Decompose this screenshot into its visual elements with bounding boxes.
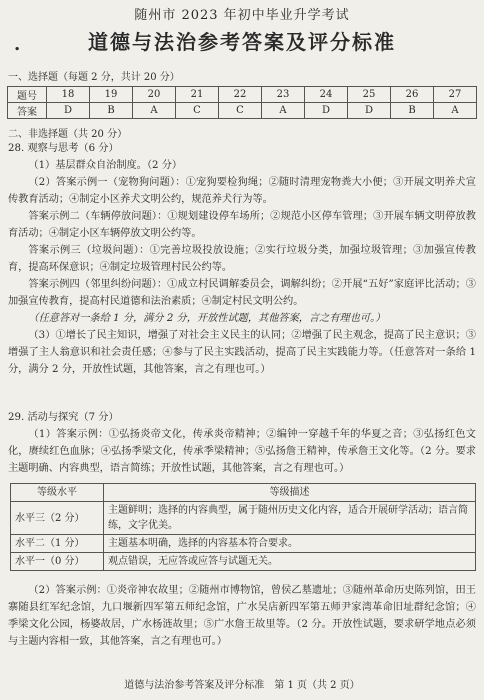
answer-cell: C <box>176 103 219 119</box>
level-cell: 水平二（1 分） <box>11 535 104 553</box>
question-29-block <box>8 409 476 477</box>
q28-part2-example4: 答案示例四（邻里纠纷问题）：①成立村民调解委员会，调解纠纷；②开展“五好”家庭评比活动；③加强宣传教育，提高村民道德和法治素质；④制定村民文明公约。 <box>8 279 476 307</box>
level-cell: 水平一（0 分） <box>11 553 104 571</box>
section2-heading: 二、非选择题（共 20 分） <box>8 129 128 140</box>
answer-table <box>7 86 477 119</box>
table-row <box>11 535 476 553</box>
q28-part2-example2: 答案示例二（车辆停放问题）：①规划建设停车场所；②规范小区停车管理；③开展车辆文明停放教育活动；④制定小区车辆停放文明公约等。 <box>8 211 476 239</box>
description-cell: 观点错误，无应答或应答与试题无关。 <box>104 553 476 571</box>
grading-table <box>10 483 476 571</box>
margin-dot: . <box>14 34 21 55</box>
q29-part1: （1）答案示例：①弘扬炎帝文化，传承炎帝精神；②编钟一穿越千年的华夏之音；③弘扬红色文化，赓续红色血脉；④弘扬季梁文化，传承季梁精神；⑤弘扬詹王精神，传承詹王文化等。（2 分。要求主题明确、内容典型，语言简练；开放性试题，其他答案，言之有理也可。） <box>8 429 476 474</box>
question-28-title: 28. 观察与思考（6 分） <box>8 143 119 154</box>
table-row <box>11 553 476 571</box>
grading-table-header <box>11 484 476 502</box>
table-row <box>11 502 476 535</box>
q29-part2: （2）答案示例：①炎帝神农故里；②随州市博物馆，曾侯乙墓遗址；③随州革命历史陈列馆，田王寨随县红军纪念馆，九口堰新四军第五师纪念馆，广水吴店新四军第五师尹家湾革命旧址群纪念馆；④季梁文化公园，杨婆故居，广水杨涟故里；⑤广水詹王故里等。（2 分。开放性试题，要求研学地点必须与主题内容相一致，其他答案，言之有理也可。） <box>8 585 476 647</box>
answer-cell: D <box>47 103 90 119</box>
description-cell: 主题鲜明；选择的内容典型，属于随州历史文化内容，适合开展研学活动；语言简练，文字优美。 <box>104 502 476 535</box>
question-number: 26 <box>391 87 434 103</box>
question-28-block <box>8 140 476 378</box>
question-number: 20 <box>133 87 176 103</box>
answer-cell: D <box>348 103 391 119</box>
question-number: 23 <box>262 87 305 103</box>
q28-scoring-note: （任意答对一条给 1 分，满分 2 分，开放性试题，其他答案，言之有理也可。） <box>28 313 386 324</box>
q28-part1: （1）基层群众自治制度。（2 分） <box>28 160 183 171</box>
number-row <box>8 87 477 103</box>
answer-row <box>8 103 477 119</box>
answer-cell: D <box>305 103 348 119</box>
answer-cell: C <box>219 103 262 119</box>
answer-cell: A <box>262 103 305 119</box>
page-footer: 道德与法治参考答案及评分标准 第 1 页（共 2 页） <box>124 680 360 691</box>
question-29-part2-block <box>8 582 476 650</box>
level-cell: 水平三（2 分） <box>11 502 104 535</box>
question-number: 18 <box>47 87 90 103</box>
question-29-title: 29. 活动与探究（7 分） <box>8 412 119 423</box>
q28-part2-example1: （2）答案示例一（宠物狗问题）：①宠狗要检狗绳；②随时清理宠物粪大小便；③开展文明养犬宣传教育活动；④制定小区养犬文明公约，规范养犬行为等。 <box>8 177 476 205</box>
question-number: 21 <box>176 87 219 103</box>
question-number: 27 <box>434 87 477 103</box>
row-label-number: 题号 <box>8 87 47 103</box>
exam-header: 随州市 2023 年初中毕业升学考试 <box>134 8 350 23</box>
answer-cell: B <box>90 103 133 119</box>
section1-heading: 一、选择题（每题 2 分，共计 20 分） <box>8 72 180 83</box>
q28-part3: （3）①增长了民主知识，增强了对社会主义民主的认同；②增强了民主观念，提高了民主意识；③增强了主人翁意识和社会责任感；④参与了民主实践活动，提高了民主实践能力等。（任意答对一条给 1 分，满分 2 分，开放性试题，其他答案，言之有理也可。） <box>8 330 476 375</box>
description-cell: 主题基本明确，选择的内容基本符合要求。 <box>104 535 476 553</box>
answer-cell: A <box>133 103 176 119</box>
question-number: 19 <box>90 87 133 103</box>
row-label-answer: 答案 <box>8 103 47 119</box>
header-description: 等级描述 <box>104 484 476 502</box>
q28-part2-example3: 答案示例三（垃圾问题）：①完善垃圾投放设施；②实行垃圾分类，加强垃圾管理；③加强宣传教育，提高环保意识；④制定垃圾管理村民公约等。 <box>8 245 476 273</box>
answer-cell: B <box>391 103 434 119</box>
document-title: 道德与法治参考答案及评分标准 <box>88 30 396 54</box>
header-level: 等级水平 <box>11 484 104 502</box>
question-number: 24 <box>305 87 348 103</box>
question-number: 25 <box>348 87 391 103</box>
answer-cell: A <box>434 103 477 119</box>
question-number: 22 <box>219 87 262 103</box>
